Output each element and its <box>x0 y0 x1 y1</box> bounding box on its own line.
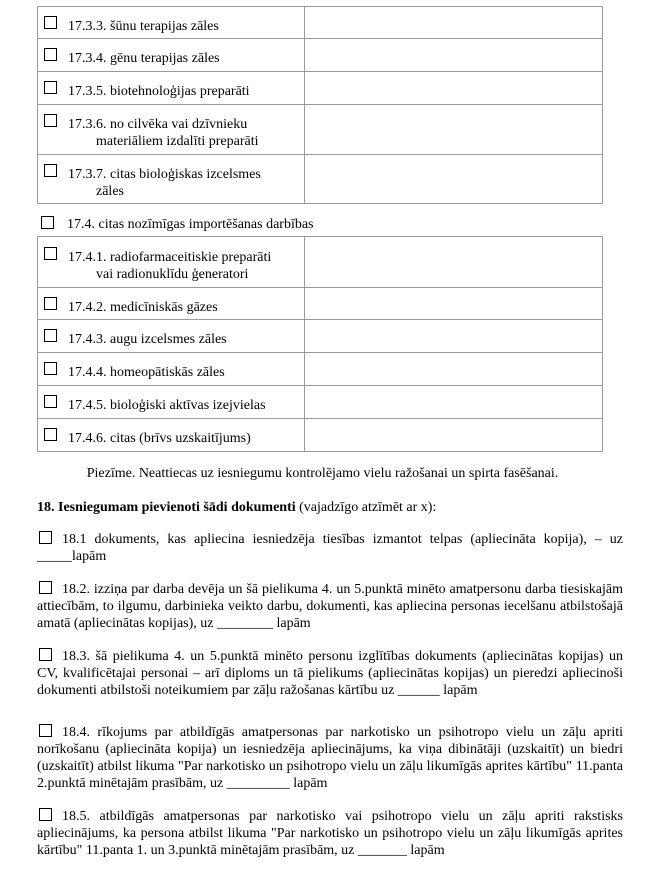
checkbox-18-4[interactable] <box>39 724 52 737</box>
row-label: 17.4.4. homeopātiskās zāles <box>68 365 225 380</box>
doc-text: 18.5. atbildīgās amatpersonas par narkotisko vai psihotropo vielu un zāļu apriti rakstisks apliecinājums, ka persona atbilst likuma "Par narkotisko un psihotropo vielu un zāļu likumīgās aprites kārtību" 11.panta 1. un 3.punktā minētajām prasībām, uz _______ lapām <box>37 809 623 858</box>
doc-text: 18.1 dokuments, kas apliecina iesniedzēja tiesības izmantot telpas (apliecināta kopija), – uz _____lapām <box>37 532 623 564</box>
table-row <box>38 7 603 39</box>
row-label: 17.4.1. radiofarmaceitiskie preparāti <box>68 250 272 265</box>
row-label-cont: materiāliem izdalīti preparāti <box>96 134 259 149</box>
row-label: 17.4.2. medicīniskās gāzes <box>68 300 218 315</box>
doc-item-18-4 <box>37 724 623 792</box>
checkbox-17-4[interactable] <box>41 216 54 229</box>
doc-text: 18.2. izziņa par darba devēja un šā pielikuma 4. un 5.punktā minēto amatpersonu darba tiesiskajām attiecībām, to ilgumu, darbinieka veikto darbu, dokumenti, kas apliecina personas iecelšanu atbilstošajā amatā (apliecinātas kopijas), uz ________ lapām <box>37 582 623 631</box>
row-label: 17.3.6. no cilvēka vai dzīvnieku <box>68 117 248 132</box>
doc-item-18-2 <box>37 581 623 632</box>
checkbox-17-3-5[interactable] <box>44 81 57 94</box>
entry-field[interactable] <box>305 105 603 155</box>
table-row <box>38 72 603 105</box>
row-label: 17.3.3. šūnu terapijas zāles <box>68 19 219 34</box>
doc-text: 18.3. šā pielikuma 4. un 5.punktā minēto personu izglītības dokuments (apliecinātas kopijas) un CV, kvalificētajai personai – arī diploms un tā pielikums (apliecinātas kopijas) un pieredzi apliecinoši dokumenti atbilstoši noteikumiem par zāļu ražošanas kārtību uz ______ lapām <box>37 649 623 698</box>
entry-field[interactable] <box>305 386 603 419</box>
doc-text: 18.4. rīkojums par atbildīgās amatpersonas par narkotisko un psihotropo vielu un zāļu apriti norīkošanu (apliecināta kopija) un iesniedzēja apliecinājums, ka viņa dibinātāji (uzskaitīt) un biedri (uzskaitīt) atbilst likuma "Par narkotisko un psihotropo vielu un zāļu likumīgās aprites kārtību" 11.panta 2.punktā minētajām prasībām, uz _________ lapām <box>37 725 623 791</box>
row-label: 17.3.5. biotehnoloģijas preparāti <box>68 84 250 99</box>
entry-field[interactable] <box>305 419 603 452</box>
row-label-cont: zāles <box>96 184 124 199</box>
section-17-4-label: 17.4. citas nozīmīgas importēšanas darbības <box>67 217 314 232</box>
row-label: 17.3.4. gēnu terapijas zāles <box>68 51 220 66</box>
entry-field[interactable] <box>305 72 603 105</box>
table-row <box>38 155 603 204</box>
checkbox-17-3-4[interactable] <box>44 48 57 61</box>
row-label: 17.4.6. citas (brīvs uzskaitījums) <box>68 431 251 446</box>
entry-field[interactable] <box>305 39 603 72</box>
entry-field[interactable] <box>305 237 603 288</box>
checkbox-18-3[interactable] <box>39 648 52 661</box>
table-row <box>38 39 603 72</box>
table-row <box>38 386 603 419</box>
checkbox-17-4-1[interactable] <box>44 247 57 260</box>
checkbox-17-4-6[interactable] <box>44 428 57 441</box>
checkbox-17-4-3[interactable] <box>44 329 57 342</box>
entry-field[interactable] <box>305 320 603 353</box>
checkbox-18-5[interactable] <box>39 808 52 821</box>
checkbox-18-2[interactable] <box>39 581 52 594</box>
checkbox-18-1[interactable] <box>39 531 52 544</box>
doc-item-18-1 <box>37 531 623 565</box>
row-label: 17.4.3. augu izcelsmes zāles <box>68 332 227 347</box>
note: Piezīme. Neattiecas uz iesniegumu kontrolējamo vielu ražošanai un spirta fasēšanai. <box>86 466 559 481</box>
checkbox-17-3-6[interactable] <box>44 114 57 127</box>
table-row <box>38 105 603 155</box>
table-row <box>38 320 603 353</box>
entry-field[interactable] <box>305 353 603 386</box>
table-row <box>38 419 603 452</box>
doc-item-18-5 <box>37 808 623 859</box>
section-17-4 <box>37 215 437 233</box>
doc-item-18-3 <box>37 648 623 699</box>
entry-field[interactable] <box>305 7 603 39</box>
section-18-hint: (vajadzīgo atzīmēt ar x): <box>295 500 437 515</box>
table-row <box>38 288 603 320</box>
entry-field[interactable] <box>305 288 603 320</box>
entry-field[interactable] <box>305 155 603 204</box>
row-label-cont: vai radionuklīdu ģeneratori <box>96 267 249 282</box>
checkbox-17-4-4[interactable] <box>44 362 57 375</box>
checkbox-17-4-5[interactable] <box>44 395 57 408</box>
table-17-3 <box>37 6 603 204</box>
checkbox-17-3-7[interactable] <box>44 164 57 177</box>
row-label: 17.4.5. bioloģiski aktīvas izejvielas <box>68 398 266 413</box>
table-row <box>38 237 603 288</box>
checkbox-17-3-3[interactable] <box>44 16 57 29</box>
checkbox-17-4-2[interactable] <box>44 297 57 310</box>
section-18-heading <box>37 500 436 516</box>
table-17-4 <box>37 236 603 452</box>
table-row <box>38 353 603 386</box>
section-18-title: 18. Iesniegumam pievienoti šādi dokumenti <box>37 500 296 515</box>
row-label: 17.3.7. citas bioloģiskas izcelsmes <box>68 167 261 182</box>
